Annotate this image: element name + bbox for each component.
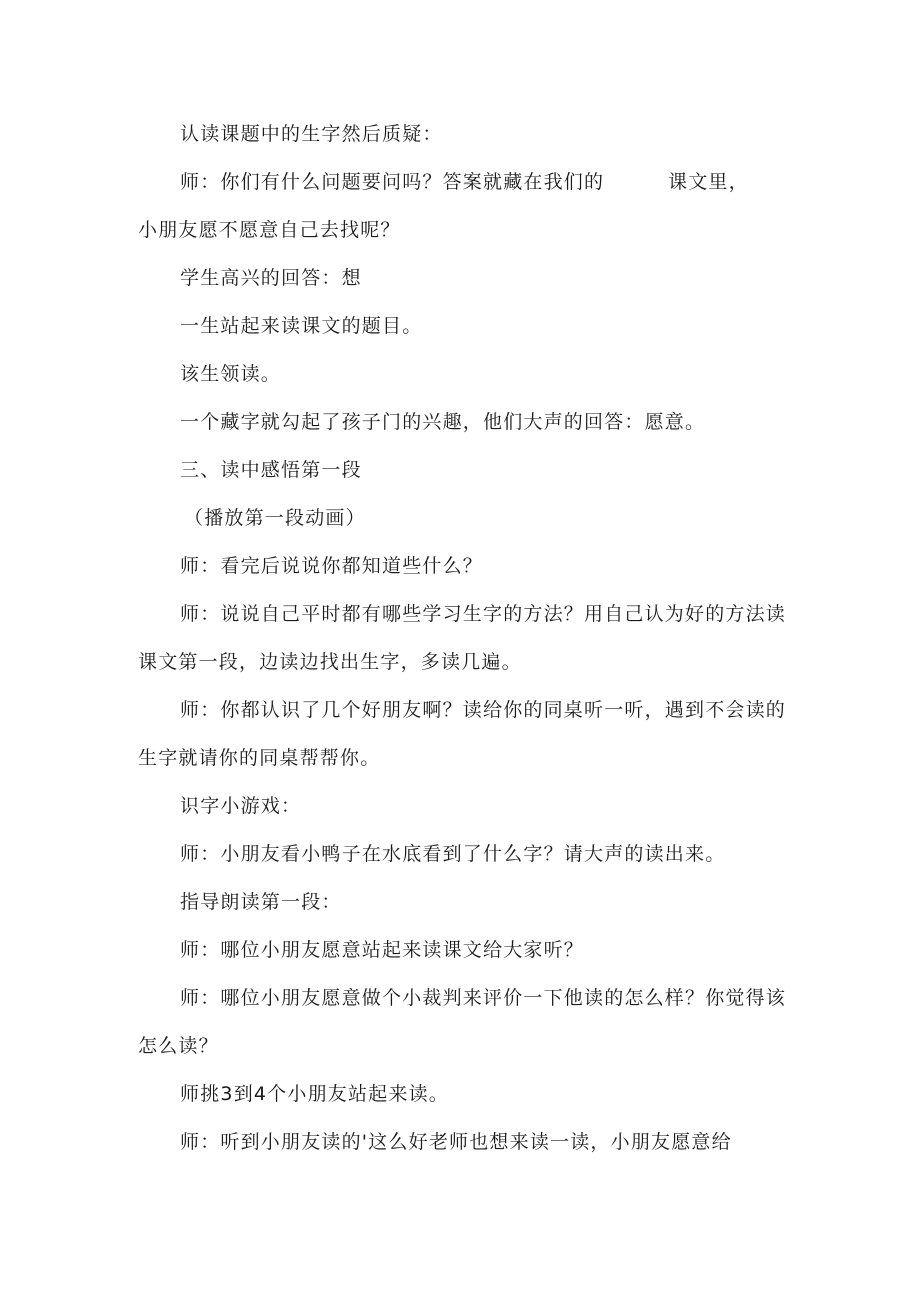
paragraph-line: 生字就请你的同桌帮帮你。: [138, 747, 381, 769]
paragraph-line: 课文第一段，边读边找出生字，多读几遍。: [138, 651, 522, 673]
paragraph-line: 师：你都认识了几个好朋友啊？读给你的同桌听一听，遇到不会读的: [180, 699, 787, 721]
paragraph-line: 师：你们有什么问题要问吗？答案就藏在我们的: [180, 171, 605, 193]
paragraph-line: 指导朗读第一段：: [180, 891, 342, 913]
paragraph-line: 怎么读？: [138, 1035, 219, 1057]
paragraph-line: 师：小朋友看小鸭子在水底看到了什么字？请大声的读出来。: [180, 843, 726, 865]
section-heading: 三、读中感悟第一段: [180, 459, 362, 481]
paragraph-line: 师：看完后说说你都知道些什么？: [180, 555, 484, 577]
paragraph-line: 师挑3到4个小朋友站起来读。: [180, 1083, 449, 1105]
paragraph-line: （播放第一段动画）: [184, 507, 366, 529]
paragraph-line: 认读课题中的生字然后质疑：: [180, 123, 443, 145]
paragraph-line: 识字小游戏：: [180, 795, 302, 817]
paragraph-line: 师：说说自己平时都有哪些学习生字的方法？用自己认为好的方法读: [180, 603, 787, 625]
paragraph-line: 一个藏字就勾起了孩子门的兴趣，他们大声的回答：愿意。: [180, 411, 706, 433]
paragraph-line-continued: 课文里，: [668, 171, 749, 193]
paragraph-line: 一生站起来读课文的题目。: [180, 315, 423, 337]
paragraph-line: 该生领读。: [180, 363, 282, 385]
paragraph-line: 小朋友愿不愿意自己去找呢？: [138, 219, 401, 241]
paragraph-line: 师：听到小朋友读的'这么好老师也想来读一读，小朋友愿意给: [180, 1131, 732, 1153]
paragraph-line: 师：哪位小朋友愿意站起来读课文给大家听？: [180, 939, 585, 961]
paragraph-line: 师：哪位小朋友愿意做个小裁判来评价一下他读的怎么样？你觉得该: [180, 987, 787, 1009]
paragraph-line: 学生高兴的回答：想: [180, 267, 362, 289]
